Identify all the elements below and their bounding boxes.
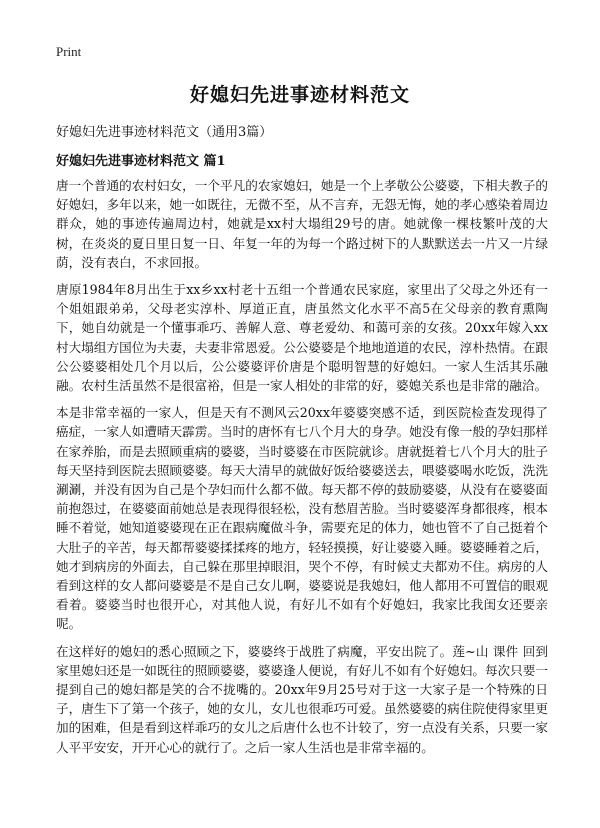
paragraph: 唐原1984年8月出生于xx乡xx村老十五组一个普通农民家庭，家里出了父母之外还有一个姐姐跟弟弟，父母老实淳朴、厚道正直，唐虽然文化水平不高5在父母亲的教育熏陶下，她自幼就是一个懂事乖巧、善解人意、尊老爱幼、和蔼可亲的女孩。20xx年嫁入xx村大塌组方国位为夫妻，夫妻非常恩爱。公公婆婆是个地地道道的农民，淳朴热情。在跟公公婆婆相处几个月以后，公公婆婆评价唐是个聪明智慧的好媳妇。一家人生活其乐融融。农村生活虽然不是很富裕，但是一家人相处的非常的好，婆媳关系也是非常的融洽。 xyxy=(56,282,548,394)
document-subtitle: 好媳妇先进事迹材料范文（通用3篇） xyxy=(56,125,273,140)
print-link[interactable]: Print xyxy=(56,44,82,59)
paragraph: 在这样好的媳妇的悉心照顾之下，婆婆终于战胜了病魔，平安出院了。莲~山 课件 回到家里媳妇还是一如既往的照顾婆婆，婆婆逢人便说，有好儿不如有个好媳妇。每次只要一提到自己的媳妇都是笑的合不拢嘴的。20xx年9月25号对于这一大家子是一个特殊的日子，唐生下了第一个孩子，她的女儿，女儿也很乖巧可爱。虽然婆婆的病住院使得家里更加的困难，但是看到这样乖巧的女儿之后唐什么也不计较了，穷一点没有关系，只要一家人平平安安，开开心心的就行了。之后一家人生活也是非常幸福的。 xyxy=(56,643,548,755)
paragraph: 本是非常幸福的一家人，但是天有不测风云20xx年婆婆突感不适，到医院检查发现得了癌症，一家人如遭晴天霹雳。当时的唐怀有七八个月大的身孕。她没有像一般的孕妇那样在家养胎，而是去照顾重病的婆婆，当时婆婆在市医院就诊。唐就挺着七八个月大的肚子每天坚持到医院去照顾婆婆。每天大清早的就做好饭给婆婆送去，喂婆婆喝水吃饭，洗洗涮涮，并没有因为自己是个孕妇而什么都不做。每天都不停的鼓励婆婆，从没有在婆婆面前抱怨过，在婆婆面前她总是表现得很轻松，没有愁眉苦脸。当时婆婆浑身都很疼，根本睡不着觉，她知道婆婆现在正在跟病魔做斗争，需要充足的体力，她也管不了自己挺着个大肚子的辛苦，每天都帮婆婆揉揉疼的地方，轻轻摸摸，好让婆婆入睡。婆婆睡着之后，她才到病房的外面去，自己躲在那里掉眼泪，哭个不停，有时候丈夫都劝不住。病房的人看到这样的女人都问婆婆是不是自己女儿啊，婆婆说是我媳妇，他人都用不可置信的眼观看着。婆婆当时也很开心，对其他人说，有好儿不如有个好媳妇，我家比我闺女还要亲呢。 xyxy=(56,405,548,632)
document-body xyxy=(56,176,548,765)
section-heading: 好媳妇先进事迹材料范文 篇1 xyxy=(56,154,226,169)
paragraph: 唐一个普通的农村妇女，一个平凡的农家媳妇，她是一个上孝敬公公婆婆，下相夫教子的好媳妇，多年以来，她一如既往，无微不至，从不言弃，无怨无悔，她的孝心感染着周边群众，她的事迹传遍周边村，她就是xx村大塌组29号的唐。她就像一棵枝繁叶茂的大树，在炎炎的夏日里日复一日、年复一年的为每一个路过树下的人默默送去一片又一片绿荫，没有表白，不求回报。 xyxy=(56,178,548,270)
document-title: 好媳妇先进事迹材料范文 xyxy=(189,84,410,106)
